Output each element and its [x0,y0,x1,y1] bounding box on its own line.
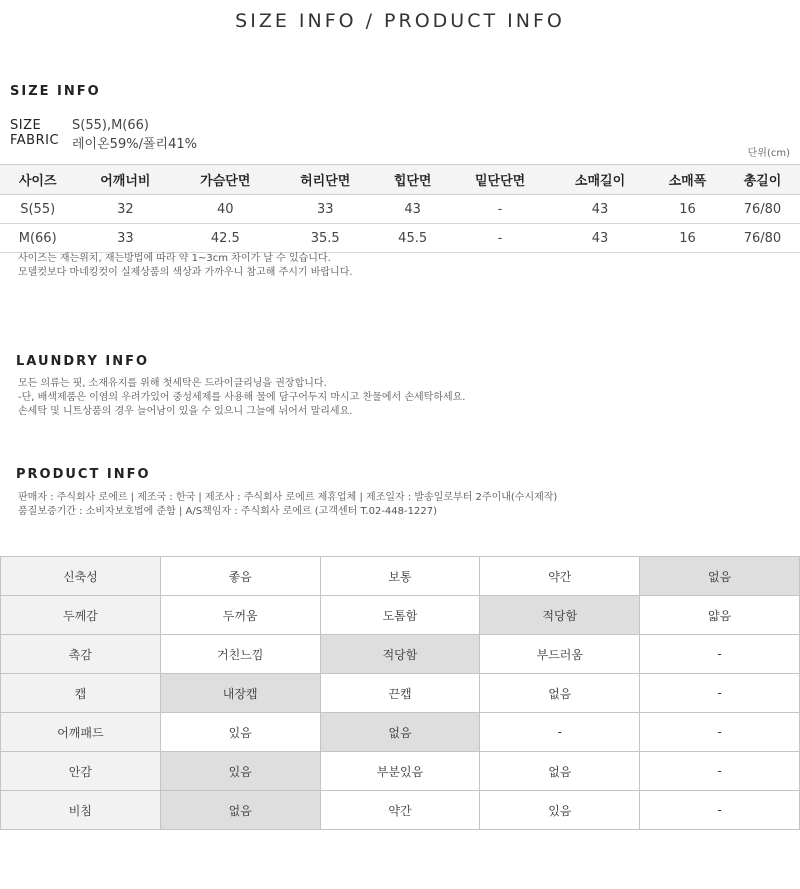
note-line: 사이즈는 재는위치, 재는방법에 따라 약 1~3cm 차이가 날 수 있습니다. [18,253,331,264]
fabric-option-selected: 없음 [640,557,800,596]
note-line: 모델컷보다 마네킹컷이 실제상품의 색상과 가까우니 참고해 주시기 바랍니다. [18,267,353,278]
table-cell: - [450,195,550,224]
fabric-row [1,596,800,635]
fabric-value: 레이온59%/폴리41% [72,137,197,152]
table-cell: 40 [175,195,275,224]
fabric-attribute-label: 어깨패드 [1,713,161,752]
header-cell: 힙단면 [375,165,450,195]
table-cell: M(66) [0,224,75,253]
fabric-option: 부드러움 [480,635,640,674]
header-cell: 총길이 [725,165,800,195]
laundry-notes [18,377,465,419]
note-line: 판매자 : 주식회사 로에르 | 제조국 : 한국 | 제조사 : 주식회사 로에르 제휴업체 | 제조일자 : 발송일로부터 2주이내(수시제작) [18,492,558,503]
fabric-option: 끈캡 [320,674,480,713]
header-cell: 사이즈 [0,165,75,195]
fabric-attribute-label: 비침 [1,791,161,830]
fabric-option: - [640,635,800,674]
fabric-option: - [640,713,800,752]
fabric-attribute-label: 두께감 [1,596,161,635]
table-cell: 43 [550,195,650,224]
fabric-key: FABRIC [10,133,60,148]
table-cell: 43 [375,195,450,224]
table-cell: - [450,224,550,253]
table-cell: 32 [75,195,175,224]
fabric-option-selected: 없음 [160,791,320,830]
fabric-option: 약간 [320,791,480,830]
fabric-option: 거친느낌 [160,635,320,674]
size-notes [18,252,353,280]
fabric-attribute-label: 캡 [1,674,161,713]
fabric-option: - [640,752,800,791]
fabric-option-selected: 있음 [160,752,320,791]
size-value: S(55),M(66) [72,118,149,133]
product-notes [18,491,557,519]
fabric-option: - [480,713,640,752]
fabric-spec-row [10,133,197,152]
fabric-option: - [640,791,800,830]
header-cell: 소매길이 [550,165,650,195]
header-cell: 밑단단면 [450,165,550,195]
size-key: SIZE [10,118,42,133]
header-cell: 허리단면 [275,165,375,195]
header-cell: 가슴단면 [175,165,275,195]
fabric-option-selected: 적당함 [480,596,640,635]
table-cell: 33 [275,195,375,224]
fabric-option: 부분있음 [320,752,480,791]
size-table-header [0,165,800,195]
fabric-option: - [640,674,800,713]
fabric-row [1,674,800,713]
note-line: -단, 배색제품은 이염의 우려가있어 중성세제를 사용해 물에 담구어두지 마시고 찬물에서 손세탁하세요. [18,392,466,403]
table-cell: 33 [75,224,175,253]
page-title: SIZE INFO / PRODUCT INFO [235,10,565,32]
fabric-row [1,557,800,596]
table-cell: 42.5 [175,224,275,253]
size-spec-row [10,118,149,133]
header-cell: 소매폭 [650,165,725,195]
fabric-option-selected: 내장캡 [160,674,320,713]
fabric-option: 없음 [480,752,640,791]
fabric-attribute-label: 신축성 [1,557,161,596]
table-cell: 16 [650,224,725,253]
fabric-option-selected: 없음 [320,713,480,752]
table-cell: 45.5 [375,224,450,253]
size-table [0,164,800,253]
fabric-property-table [0,556,800,830]
size-info-heading: SIZE INFO [10,84,101,99]
fabric-row [1,752,800,791]
note-line: 모든 의류는 핏, 소재유지를 위해 첫세탁은 드라이클리닝을 권장합니다. [18,378,327,389]
fabric-option: 도톰함 [320,596,480,635]
fabric-attribute-label: 안감 [1,752,161,791]
table-cell: 16 [650,195,725,224]
header-cell: 어깨너비 [75,165,175,195]
fabric-option: 보통 [320,557,480,596]
table-cell: 43 [550,224,650,253]
fabric-option: 좋음 [160,557,320,596]
fabric-option: 있음 [160,713,320,752]
table-row [0,224,800,253]
table-cell: S(55) [0,195,75,224]
fabric-row [1,713,800,752]
fabric-option: 두꺼움 [160,596,320,635]
fabric-attribute-label: 촉감 [1,635,161,674]
fabric-option: 얇음 [640,596,800,635]
unit-label: 단위(cm) [747,148,790,159]
laundry-info-heading: LAUNDRY INFO [16,354,150,369]
fabric-row [1,791,800,830]
table-cell: 76/80 [725,195,800,224]
fabric-option: 약간 [480,557,640,596]
note-line: 손세탁 및 니트상품의 경우 늘어남이 있을 수 있으니 그늘에 뉘어서 말리세요. [18,406,353,417]
fabric-option: 없음 [480,674,640,713]
product-info-heading: PRODUCT INFO [16,467,151,482]
table-cell: 76/80 [725,224,800,253]
fabric-option: 있음 [480,791,640,830]
table-cell: 35.5 [275,224,375,253]
fabric-row [1,635,800,674]
table-row [0,195,800,224]
fabric-option-selected: 적당함 [320,635,480,674]
note-line: 품질보증기간 : 소비자보호법에 준함 | A/S책임자 : 주식회사 로에르 (고객센터 T.02-448-1227) [18,506,437,517]
